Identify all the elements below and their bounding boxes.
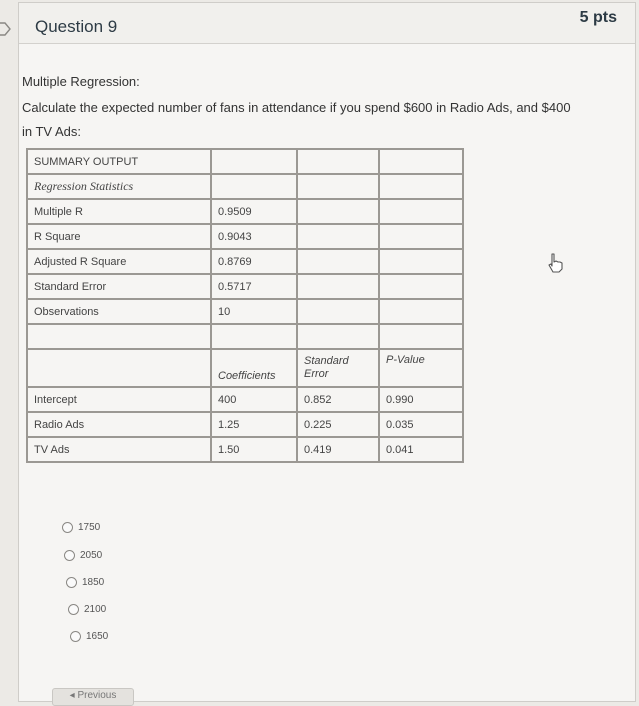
answer-option-label: 2050 — [80, 550, 103, 561]
stat-label: R Square — [27, 224, 211, 249]
coef-std-error: 0.852 — [297, 387, 379, 412]
stat-row — [27, 199, 463, 224]
coef-value: 1.25 — [211, 412, 297, 437]
stat-value: 0.9043 — [211, 224, 297, 249]
stat-value: 0.9509 — [211, 199, 297, 224]
coef-row — [27, 387, 463, 412]
coef-row — [27, 412, 463, 437]
coef-p-value: 0.041 — [379, 437, 463, 462]
answer-option[interactable] — [66, 577, 104, 588]
stat-label: Multiple R — [27, 199, 211, 224]
radio-button[interactable] — [68, 604, 79, 615]
question-header — [19, 3, 635, 44]
coef-name: Radio Ads — [27, 412, 211, 437]
stat-row — [27, 299, 463, 324]
question-prompt: Calculate the expected number of fans in attendance if you spend $600 in Radio Ads, and $400 in TV Ads: — [22, 100, 571, 139]
stat-label: Observations — [27, 299, 211, 324]
std-error-header: Standard Error — [297, 349, 379, 387]
coef-std-error: 0.419 — [297, 437, 379, 462]
stat-row — [27, 274, 463, 299]
empty-cell — [211, 149, 297, 174]
question-points: 5 pts — [579, 9, 617, 26]
stat-value: 0.5717 — [211, 274, 297, 299]
question-title: Question 9 — [35, 17, 118, 36]
empty-cell — [379, 174, 463, 199]
p-value-header: P-Value — [379, 349, 463, 387]
answer-option[interactable] — [68, 604, 106, 615]
coef-p-value: 0.035 — [379, 412, 463, 437]
empty-cell — [27, 324, 211, 349]
radio-button[interactable] — [64, 550, 75, 561]
question-intro: Multiple Regression: — [22, 74, 140, 89]
answer-option-label: 1850 — [82, 577, 105, 588]
radio-button[interactable] — [70, 631, 81, 642]
empty-cell — [297, 174, 379, 199]
stat-label: Adjusted R Square — [27, 249, 211, 274]
answer-option[interactable] — [62, 522, 100, 533]
arrow-right-icon[interactable] — [0, 20, 12, 38]
coef-value: 400 — [211, 387, 297, 412]
answer-option-label: 2100 — [84, 604, 107, 615]
coef-std-error: 0.225 — [297, 412, 379, 437]
summary-output-table — [26, 148, 464, 463]
radio-button[interactable] — [62, 522, 73, 533]
hand-pointer-icon — [545, 252, 567, 274]
stat-value: 10 — [211, 299, 297, 324]
empty-cell — [297, 149, 379, 174]
coef-p-value: 0.990 — [379, 387, 463, 412]
empty-cell — [211, 174, 297, 199]
answer-option[interactable] — [64, 550, 102, 561]
radio-button[interactable] — [66, 577, 77, 588]
answer-option-label: 1650 — [86, 631, 109, 642]
previous-button[interactable]: ◂ Previous — [52, 688, 134, 706]
answer-option[interactable] — [70, 631, 108, 642]
coef-value: 1.50 — [211, 437, 297, 462]
stat-label: Standard Error — [27, 274, 211, 299]
stat-row — [27, 249, 463, 274]
stat-value: 0.8769 — [211, 249, 297, 274]
empty-cell — [379, 149, 463, 174]
regression-statistics-label: Regression Statistics — [27, 174, 211, 199]
coef-row — [27, 437, 463, 462]
coef-name: Intercept — [27, 387, 211, 412]
stat-row — [27, 224, 463, 249]
empty-cell — [27, 349, 211, 387]
coef-name: TV Ads — [27, 437, 211, 462]
empty-cell — [211, 324, 297, 349]
coefficients-header: Coefficients — [211, 349, 297, 387]
summary-header: SUMMARY OUTPUT — [27, 149, 211, 174]
answer-option-label: 1750 — [78, 522, 101, 533]
coefficients-header-row — [27, 349, 463, 387]
